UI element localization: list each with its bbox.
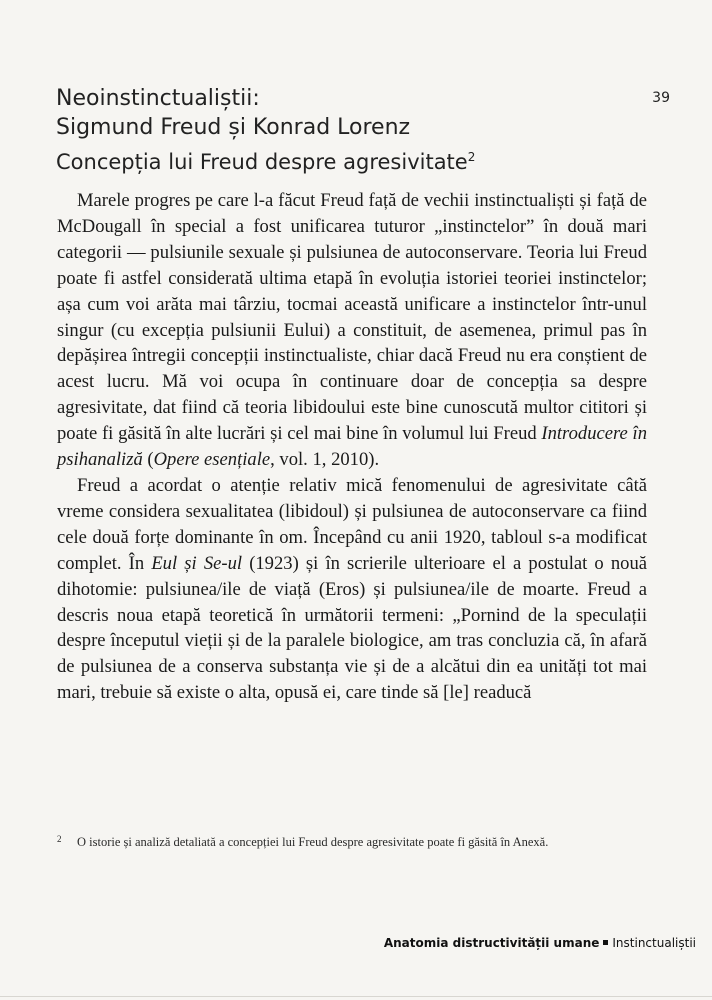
body-text <box>57 188 647 706</box>
paragraph-2-italic-title: Eul și Se-ul <box>151 552 243 574</box>
page-edge-line <box>0 996 712 997</box>
footer-book-title: Anatomia distructivității umane <box>383 936 600 950</box>
section-title <box>56 150 475 174</box>
chapter-title <box>56 84 616 142</box>
paragraph-1-end: , vol. 1, 2010). <box>270 449 380 471</box>
footer-part-title: Instinctualiștii <box>612 936 696 950</box>
footnote <box>57 834 647 851</box>
paragraph-2 <box>57 473 647 706</box>
paragraph-2-text-b: (1923) și în scrierile ulterioare el a postulat o nouă dihotomie: pulsiunea/ile de viață (Eros) și pulsiunea/ile de moarte. Freud a descris noua etapă teoretică în următorii termeni: „Pornind de la speculații despre începutul vieții și de la paralele biologice, am tras concluzia că, în afară de pulsiunea de a conserva substanța vie și de a alcătui din ea unități tot mai mari, trebuie să existe o alta, opusă ei, care tinde să [le] readucă <box>57 552 647 704</box>
running-footer <box>384 936 696 950</box>
footnote-text: O istorie și analiză detaliată a concepției lui Freud despre agresivitate poate fi găsită în Anexă. <box>77 835 549 849</box>
chapter-title-line-2: Sigmund Freud și Konrad Lorenz <box>56 115 411 140</box>
paragraph-2-text-a: Freud a acordat o atenție relativ mică fenomenului de agresivitate câtă vreme considera sexualitatea (libidoul) și pulsiunea de autoconservare ca fiind cele două forțe dominante în om. Începând cu anii 1920, tabloul s-a modificat complet. În <box>57 474 647 574</box>
footnote-reference: 2 <box>467 150 476 164</box>
section-title-text: Concepția lui Freud despre agresivitate <box>56 150 468 174</box>
paragraph-1-italic-title-2: Opere esențiale <box>153 449 271 471</box>
paragraph-1-italic-title-1: Introducere în psihanaliză <box>57 423 647 471</box>
square-bullet-icon <box>603 940 608 945</box>
paragraph-1-mid: ( <box>142 449 154 471</box>
footnote-number: 2 <box>57 834 62 844</box>
paragraph-1 <box>57 188 647 473</box>
chapter-title-line-1: Neoinstinctualiștii: <box>56 86 260 111</box>
page-number: 39 <box>652 90 670 106</box>
paragraph-1-text: Marele progres pe care l-a făcut Freud față de vechii instinctualiști și față de McDougall în special a fost unificarea tuturor „instinctelor” în două mari categorii — pulsiunile sexuale și pulsiunea de autoconservare. Teoria lui Freud poate fi astfel considerată ultima etapă în evoluția istoriei teoriei instinctelor; așa cum voi arăta mai târziu, tocmai această unificare a instinctelor într-unul singur (cu excepția pulsiunii Eului) a constituit, de asemenea, primul pas în depășirea întregii concepții instinctualiste, chiar dacă Freud nu era conștient de acest lucru. Mă voi ocupa în continuare doar de concepția sa despre agresivitate, dat fiind că teoria libidoului este bine cunoscută multor cititori și poate fi găsită în alte lucrări și cel mai bine în volumul lui Freud <box>57 190 647 445</box>
